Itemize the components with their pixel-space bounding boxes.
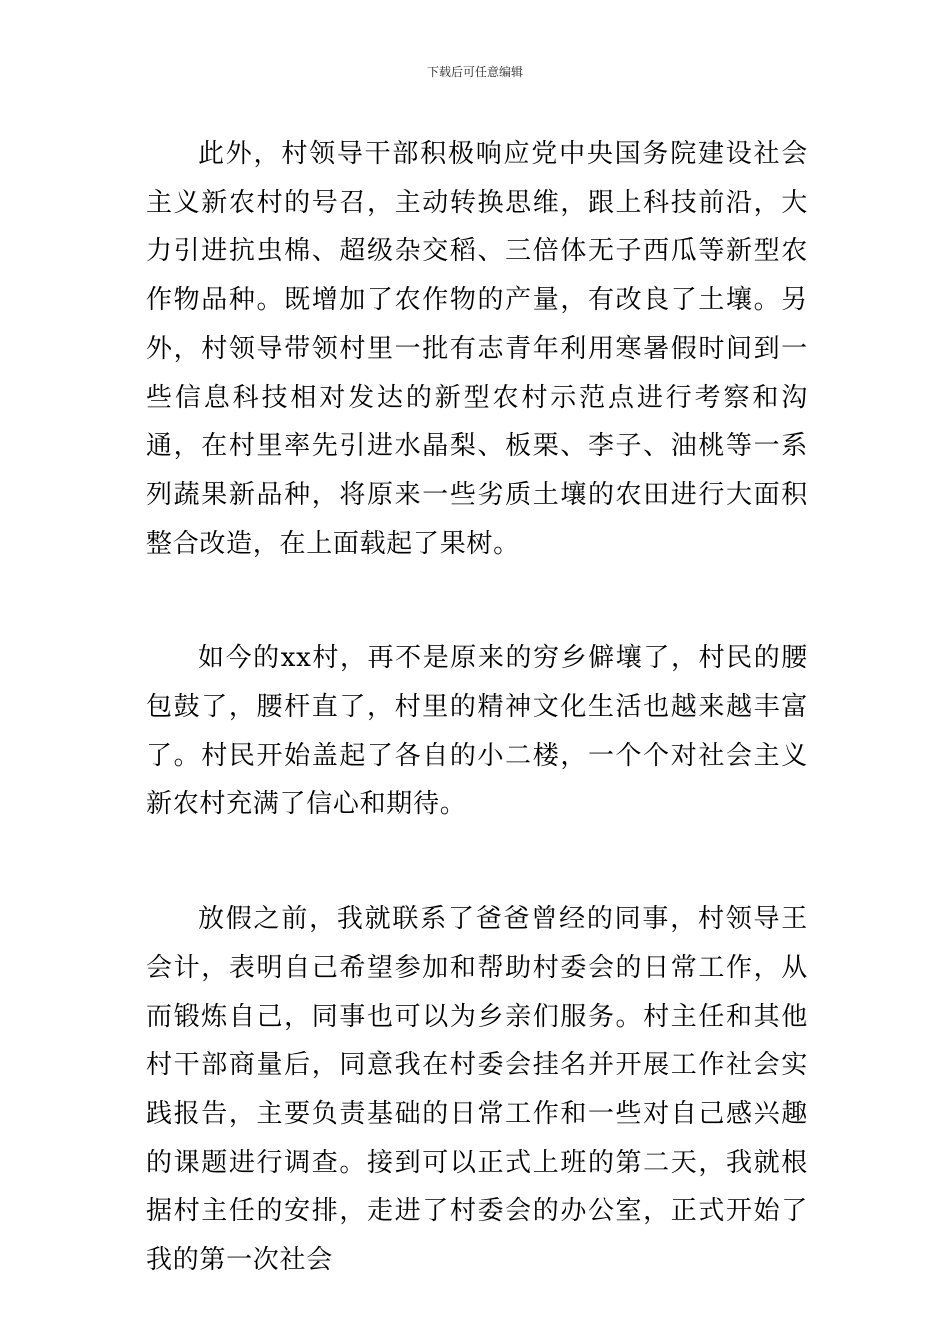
paragraph-1: 此外，村领导干部积极响应党中央国务院建设社会主义新农村的号召，主动转换思维，跟上科技前沿，大力引进抗虫棉、超级杂交稻、三倍体无子西瓜等新型农作物品种。既增加了农作物的产量，有改良了土壤。另外，村领导带领村里一批有志青年利用寒暑假时间到一些信息科技相对发达的新型农村示范点进行考察和沟通，在村里率先引进水晶梨、板栗、李子、油桃等一系列蔬果新品种，将原来一些劣质土壤的农田进行大面积整合改造，在上面载起了果树。	[146, 139, 808, 559]
paragraph-2: 如今的xx村，再不是原来的穷乡僻壤了，村民的腰包鼓了，腰杆直了，村里的精神文化生活也越来越丰富了。村民开始盖起了各自的小二楼，一个个对社会主义新农村充满了信心和期待。	[146, 643, 808, 820]
paragraph-3: 放假之前，我就联系了爸爸曾经的同事，村领导王会计，表明自己希望参加和帮助村委会的日常工作，从而锻炼自己，同事也可以为乡亲们服务。村主任和其他村干部商量后，同意我在村委会挂名并开展工作社会实践报告，主要负责基础的日常工作和一些对自己感兴趣的课题进行调查。接到可以正式上班的第二天，我就根据村主任的安排，走进了村委会的办公室，正式开始了我的第一次社会	[146, 904, 808, 1276]
document-body	[146, 130, 808, 1285]
header-note: 下载后可任意编辑	[426, 65, 523, 79]
